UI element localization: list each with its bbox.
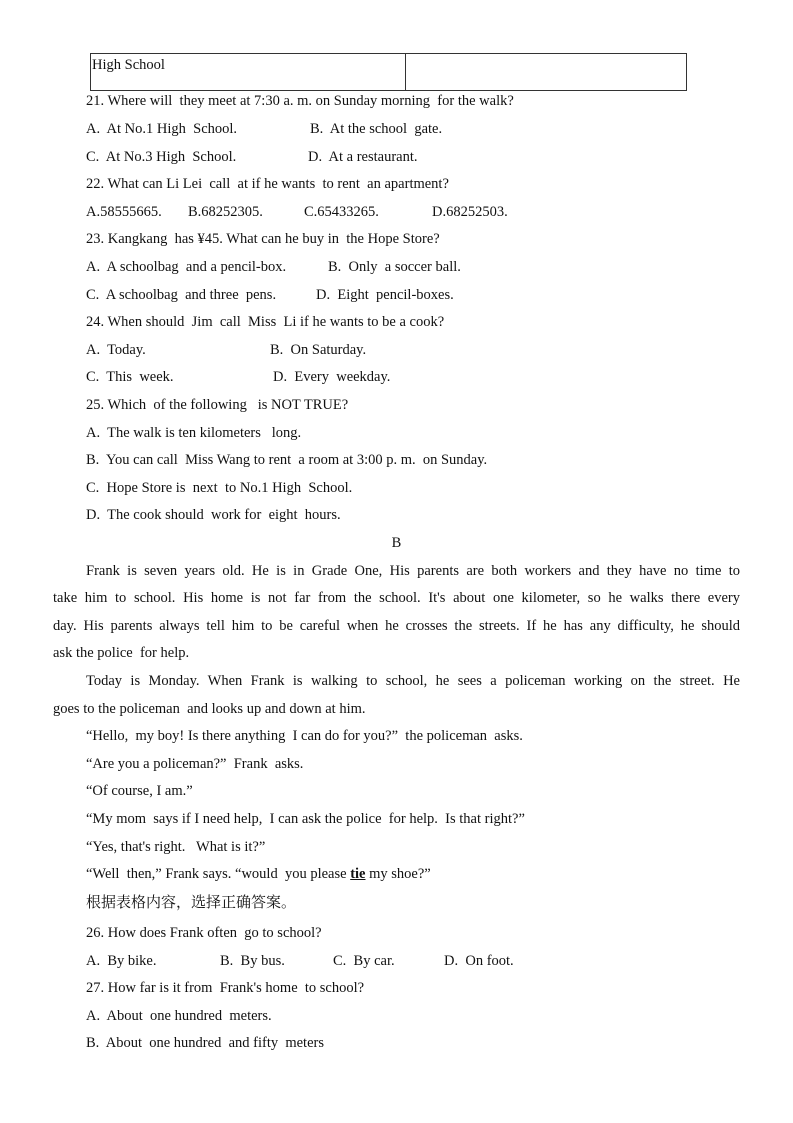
option-c: C. A schoolbag and three pens.	[86, 287, 277, 303]
question-stem: 25. Which of the following is NOT TRUE?	[86, 397, 349, 413]
option-c: C. This week.	[86, 369, 174, 385]
question-stem: 24. When should Jim call Miss Li if he wants to be a cook?	[86, 314, 445, 330]
option-a: A. Today.	[86, 342, 146, 358]
option-b: B.68252305.	[188, 204, 263, 220]
passage-line: Today is Monday. When Frank is walking to school, he sees a policeman working on the street. He	[86, 673, 740, 689]
dialogue-line	[86, 865, 431, 883]
option-a: A. At No.1 High School.	[86, 121, 238, 137]
passage-line: goes to the policeman and looks up and down at him.	[53, 701, 366, 717]
option-b: B. On Saturday.	[270, 342, 367, 358]
option-a: A.58555665.	[86, 204, 162, 220]
option-d: D.68252503.	[432, 204, 508, 220]
option-d: D. Eight pencil-boxes.	[316, 287, 454, 303]
question-stem: 27. How far is it from Frank's home to school?	[86, 980, 365, 996]
question-stem: 22. What can Li Lei call at if he wants to rent an apartment?	[86, 176, 449, 192]
question-stem: 21. Where will they meet at 7:30 a. m. on Sunday morning for the walk?	[86, 93, 514, 109]
dialogue-text: my shoe?”	[365, 866, 431, 882]
dialogue-line: “My mom says if I need help, I can ask the police for help. Is that right?”	[86, 811, 525, 827]
dialogue-line: “Yes, that's right. What is it?”	[86, 839, 266, 855]
option-b: B. By bus.	[220, 953, 285, 969]
passage-line: Frank is seven years old. He is in Grade One, His parents are both workers and they have no time to	[86, 563, 740, 579]
option-b: B. At the school gate.	[310, 121, 443, 137]
table-cell	[406, 54, 687, 91]
option-a: A. By bike.	[86, 953, 157, 969]
dialogue-text: “Well then,” Frank says. “would you please	[86, 866, 351, 882]
dialogue-line: “Of course, I am.”	[86, 783, 193, 799]
passage-line: day. His parents always tell him to be careful when he crosses the streets. If he has any difficulty, he should	[53, 618, 740, 634]
option-d: D. At a restaurant.	[308, 149, 418, 165]
table-cell: High School	[91, 54, 406, 91]
option-c: C. Hope Store is next to No.1 High School.	[86, 480, 353, 496]
dialogue-line: “Are you a policeman?” Frank asks.	[86, 756, 304, 772]
instruction-text: 根据表格内容，选择正确答案。	[86, 893, 297, 911]
option-c: C. At No.3 High School.	[86, 149, 237, 165]
option-a: A. About one hundred meters.	[86, 1008, 272, 1024]
passage-line: take him to school. His home is not far from the school. It's about one kilometer, so he walks there every	[53, 590, 740, 606]
section-heading: B	[391, 535, 402, 551]
question-stem: 26. How does Frank often go to school?	[86, 925, 322, 941]
option-b: B. You can call Miss Wang to rent a room at 3:00 p. m. on Sunday.	[86, 452, 488, 468]
option-b: B. Only a soccer ball.	[328, 259, 461, 275]
passage-line: ask the police for help.	[53, 645, 190, 661]
option-d: D. Every weekday.	[273, 369, 391, 385]
dialogue-line: “Hello, my boy! Is there anything I can do for you?” the policeman asks.	[86, 728, 523, 744]
option-b: B. About one hundred and fifty meters	[86, 1035, 324, 1051]
option-a: A. The walk is ten kilometers long.	[86, 425, 302, 441]
table-row	[91, 54, 687, 91]
question-stem: 23. Kangkang has ¥45. What can he buy in the Hope Store?	[86, 231, 440, 247]
option-d: D. The cook should work for eight hours.	[86, 507, 341, 523]
option-c: C.65433265.	[304, 204, 379, 220]
highlighted-word: tie	[350, 866, 366, 882]
option-a: A. A schoolbag and a pencil-box.	[86, 259, 287, 275]
option-d: D. On foot.	[444, 953, 514, 969]
info-table	[90, 53, 687, 91]
option-c: C. By car.	[333, 953, 395, 969]
